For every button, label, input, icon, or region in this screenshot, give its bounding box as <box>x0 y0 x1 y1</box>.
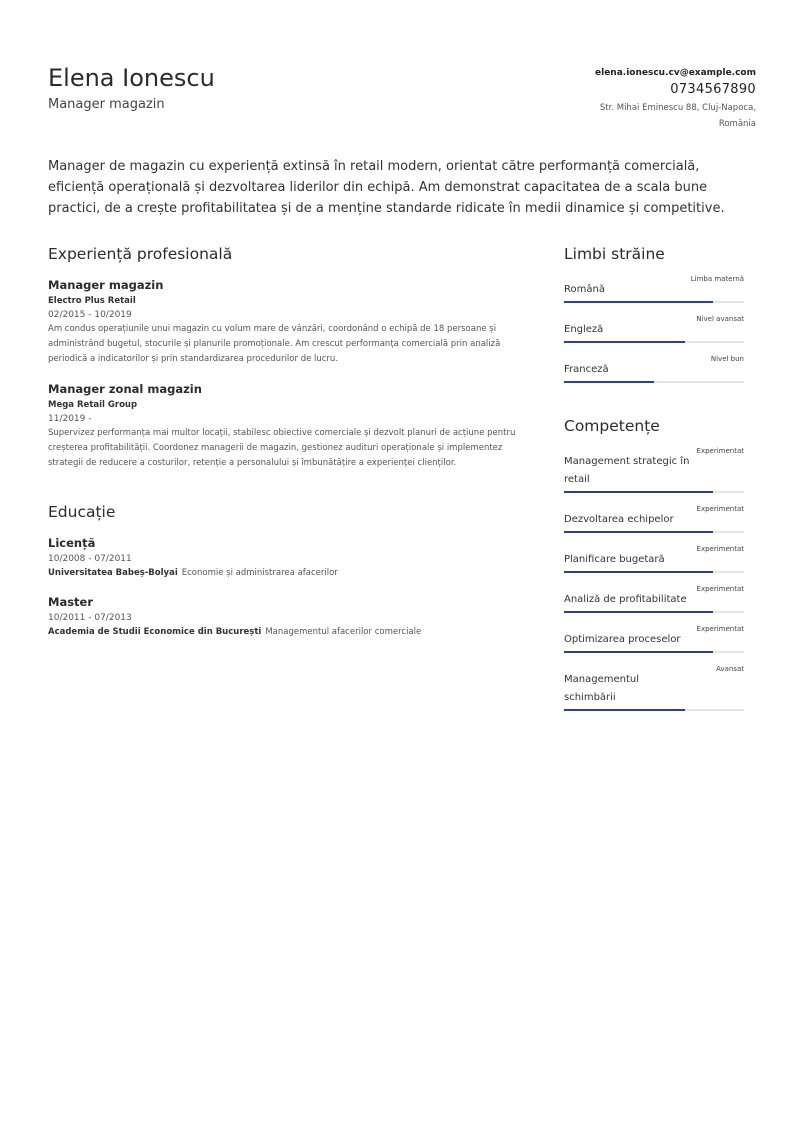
language-name: Franceză <box>564 364 609 375</box>
skill-level: Avansat <box>716 665 744 673</box>
language-name: Română <box>564 284 605 295</box>
education-institution: Universitatea Babeș-Bolyai <box>48 568 178 578</box>
skill-item <box>564 665 744 711</box>
contact-block <box>496 66 756 132</box>
skill-name: Analiză de profitabilitate <box>564 594 687 605</box>
contact-address-line2: România <box>718 119 756 129</box>
skill-level-bar <box>564 571 744 573</box>
education-section-title: Educație <box>48 503 116 521</box>
skill-item <box>564 625 744 653</box>
skill-name: Dezvoltarea echipelor <box>564 514 674 525</box>
skills-section-title: Competențe <box>564 417 660 435</box>
language-level-fill <box>564 301 713 303</box>
skill-level-fill <box>564 571 713 573</box>
language-level: Limba maternă <box>690 275 744 283</box>
profile-summary: Manager de magazin cu experiență extinsă în retail modern, orientat către performanță comercială, eficiență operațională și dezvoltarea liderilor din echipă. Am demonstrat capacitatea de a scala bune practici, de a crește profitabilitatea și de a menține standarde ridicate în medii dinamice și competitive. <box>48 159 725 216</box>
language-item <box>564 275 744 303</box>
language-name: Engleză <box>564 324 604 335</box>
experience-section-title: Experiență profesională <box>48 245 233 263</box>
skill-item <box>564 545 744 573</box>
education-field: Economie și administrarea afacerilor <box>181 568 338 578</box>
language-level: Nivel avansat <box>696 315 744 323</box>
language-level-bar <box>564 381 744 383</box>
education-institution: Academia de Studii Economice din București <box>48 627 262 637</box>
languages-section-title: Limbi străine <box>564 245 665 263</box>
experience-item <box>48 381 528 471</box>
education-item <box>48 594 528 639</box>
education-degree: Master <box>48 595 94 609</box>
skill-name: Optimizarea proceselor <box>564 634 681 645</box>
language-level-fill <box>564 341 685 343</box>
language-level-fill <box>564 381 654 383</box>
skills-list <box>564 447 744 711</box>
job-company: Electro Plus Retail <box>48 296 136 306</box>
skill-level-fill <box>564 531 713 533</box>
job-dates: 02/2015 - 10/2019 <box>48 310 132 320</box>
contact-phone: 0734567890 <box>670 82 756 97</box>
skill-level: Experimentat <box>696 505 744 513</box>
education-school <box>48 566 528 580</box>
job-title: Manager magazin <box>48 278 164 292</box>
skill-level-bar <box>564 611 744 613</box>
skill-name: Planificare bugetară <box>564 554 665 565</box>
skill-name: Management strategic în retail <box>564 456 690 485</box>
skill-level-fill <box>564 709 685 711</box>
skill-level-bar <box>564 651 744 653</box>
contact-email[interactable]: elena.ionescu.cv@example.com <box>595 68 756 78</box>
skill-level-fill <box>564 651 713 653</box>
candidate-job-title: Manager magazin <box>48 97 165 112</box>
skill-item <box>564 505 744 533</box>
skill-level-fill <box>564 611 713 613</box>
skill-level-bar <box>564 531 744 533</box>
education-school <box>48 625 528 639</box>
right-column <box>564 245 744 711</box>
experience-item <box>48 277 528 367</box>
job-company: Mega Retail Group <box>48 400 138 410</box>
contact-address-line1: Str. Mihai Eminescu 88, Cluj-Napoca, <box>599 103 756 113</box>
left-column <box>48 245 528 639</box>
education-dates: 10/2008 - 07/2011 <box>48 554 132 564</box>
language-item <box>564 315 744 343</box>
job-description: Supervizez performanța mai multor locații, stabilesc obiective comerciale și dezvolt planuri de acțiune pentru creșterea profitabilității. Coordonez managerii de magazin, gestionez audituri operaționale și implementez strategii de reducere a costurilor, retenție a personalului și îmbunătățire a experienței clienților. <box>48 428 516 468</box>
language-level-bar <box>564 301 744 303</box>
skill-level-bar <box>564 709 744 711</box>
skill-level-fill <box>564 491 713 493</box>
candidate-name: Elena Ionescu <box>48 64 215 92</box>
skill-level-bar <box>564 491 744 493</box>
skill-item <box>564 447 744 493</box>
education-item <box>48 535 528 580</box>
language-level: Nivel bun <box>710 355 744 363</box>
job-description: Am condus operațiunile unui magazin cu volum mare de vânzări, coordonând o echipă de 18 persoane și administrând bugetul, stocurile și planurile promoționale. Am crescut performanța comercială prin analiză periodică a indicatorilor și prin standardizarea procedurilor de lucru. <box>48 324 501 364</box>
skill-item <box>564 585 744 613</box>
skill-level: Experimentat <box>696 447 744 455</box>
job-dates: 11/2019 - <box>48 414 92 424</box>
education-dates: 10/2011 - 07/2013 <box>48 613 132 623</box>
language-item <box>564 355 744 383</box>
job-title: Manager zonal magazin <box>48 382 202 396</box>
education-degree: Licență <box>48 536 96 550</box>
skill-level: Experimentat <box>696 625 744 633</box>
language-level-bar <box>564 341 744 343</box>
skill-name: Managementul schimbării <box>564 674 639 703</box>
education-field: Managementul afacerilor comerciale <box>265 627 422 637</box>
languages-list <box>564 275 744 383</box>
skill-level: Experimentat <box>696 545 744 553</box>
skill-level: Experimentat <box>696 585 744 593</box>
